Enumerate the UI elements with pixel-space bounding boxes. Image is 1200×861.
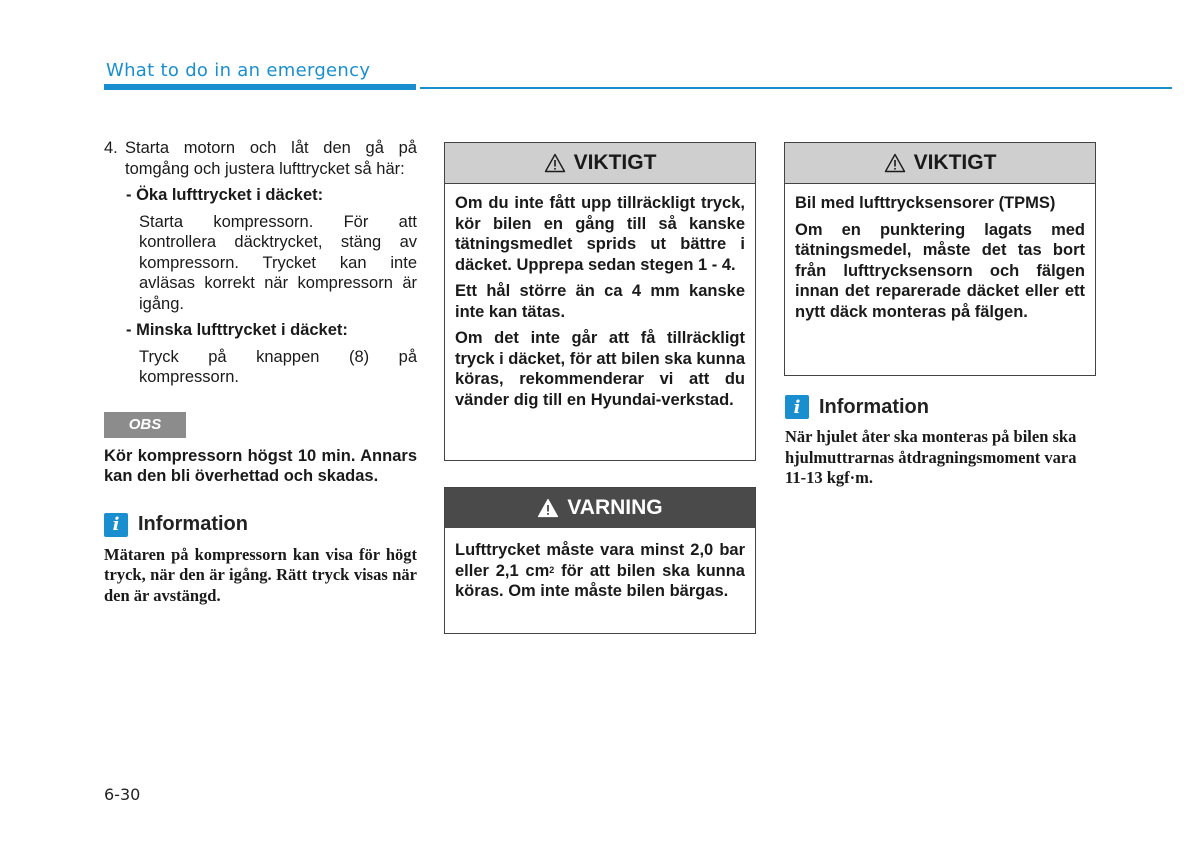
varning-text-part: för att bilen ska kunna köras. Om inte måste bilen bärgas. xyxy=(455,561,745,600)
header-rule xyxy=(420,87,1172,89)
varning-header xyxy=(445,488,755,528)
varning-text xyxy=(455,540,745,602)
viktigt-paragraph: Om det inte går att få tillräckligt tryck i däcket, för att bilen ska kunna köras, rekommenderar vi att du vänder dig till en Hyundai-verkstad. xyxy=(455,329,745,409)
viktigt-header xyxy=(785,143,1095,184)
info-title: Information xyxy=(138,513,248,535)
viktigt-box-right xyxy=(784,142,1096,376)
increase-pressure-text: Starta kompressorn. För att kontrollera däcktrycket, stäng av kompressorn. Trycket kan inte avläsas korrekt när kompressorn är igång. xyxy=(139,212,417,313)
info-icon: i xyxy=(785,395,809,419)
varning-title: VARNING xyxy=(567,496,663,519)
varning-text-part: Lufttrycket måste vara minst 2,0 bar eller 2,1 cm xyxy=(455,541,745,580)
info-icon: i xyxy=(104,513,128,537)
step-text: Starta motorn och låt den gå på tomgång och justera lufttrycket så här: xyxy=(125,139,417,178)
page-number: 6-30 xyxy=(104,785,141,804)
viktigt-header xyxy=(445,143,755,184)
viktigt-box-middle xyxy=(444,142,756,461)
viktigt-title: VIKTIGT xyxy=(913,151,997,174)
caution-triangle-icon xyxy=(544,153,566,173)
decrease-pressure-heading: - Minska lufttrycket i däcket: xyxy=(126,321,348,339)
header-accent-bar xyxy=(104,84,416,90)
viktigt-title: VIKTIGT xyxy=(573,151,657,174)
section-title: What to do in an emergency xyxy=(106,60,371,81)
viktigt-paragraph: Ett hål större än ca 4 mm kanske inte kan tätas. xyxy=(455,282,745,321)
step-4 xyxy=(104,138,417,179)
increase-pressure-heading: - Öka lufttrycket i däcket: xyxy=(126,186,324,204)
varning-box xyxy=(444,487,756,634)
info-heading xyxy=(785,395,1096,419)
column-left xyxy=(104,138,417,606)
varning-superscript: 2 xyxy=(549,564,555,575)
info-text: När hjulet åter ska monteras på bilen ska hjulmuttrarnas åtdragningsmoment vara 11-13 kgf·m. xyxy=(785,427,1077,487)
viktigt-paragraph: Bil med lufttrycksensorer (TPMS) xyxy=(795,194,1056,212)
info-heading xyxy=(104,513,417,537)
caution-triangle-icon xyxy=(884,153,906,173)
viktigt-paragraph: Om en punktering lagats med tätningsmedel, måste det tas bort från lufttrycksensorn och fälgen innan det reparerade däcket eller ett nytt däck monteras på fälgen. xyxy=(795,220,1085,321)
viktigt-body xyxy=(785,184,1095,332)
viktigt-body xyxy=(445,184,755,420)
viktigt-paragraph: Om du inte fått upp tillräckligt tryck, kör bilen en gång till så kanske tätningsmedlet sprids ut bättre i däcket. Upprepa sedan stegen 1 - 4. xyxy=(455,194,745,274)
varning-body xyxy=(445,528,755,612)
warning-triangle-icon xyxy=(537,498,559,518)
step-number: 4. xyxy=(104,139,118,157)
info-block-right xyxy=(785,395,1096,489)
info-text: Mätaren på kompressorn kan visa för högt tryck, när den är igång. Rätt tryck visas när den är avstängd. xyxy=(104,544,417,605)
info-title: Information xyxy=(819,395,929,418)
obs-badge: OBS xyxy=(104,412,186,438)
decrease-pressure-text: Tryck på knappen (8) på kompressorn. xyxy=(139,347,417,386)
obs-text: Kör kompressorn högst 10 min. Annars kan den bli överhettad och skadas. xyxy=(104,446,417,485)
